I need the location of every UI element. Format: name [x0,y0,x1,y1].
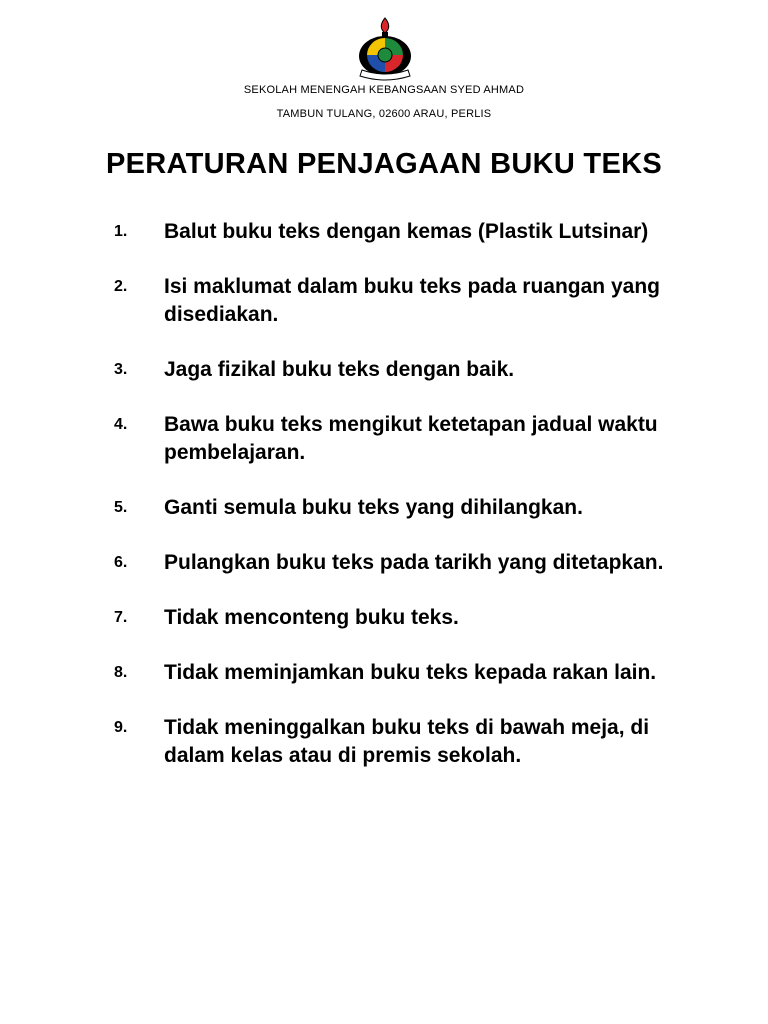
rule-text: Ganti semula buku teks yang dihilangkan. [164,496,583,519]
rule-text: Isi maklumat dalam buku teks pada ruangan yang disediakan. [164,275,660,326]
rule-text: Tidak meminjamkan buku teks kepada rakan lain. [164,661,657,684]
rule-item-6 [114,549,734,577]
rule-item-4 [114,411,734,467]
rule-text: Tidak menconteng buku teks. [164,606,459,629]
rule-number: 4. [114,416,128,433]
rule-text: Jaga fizikal buku teks dengan baik. [164,358,515,381]
rule-item-2 [114,273,734,329]
rule-text: Tidak meninggalkan buku teks di bawah meja, di dalam kelas atau di premis sekolah. [164,716,650,767]
rule-item-3 [114,356,734,384]
rule-text: Balut buku teks dengan kemas (Plastik Lutsinar) [164,220,649,243]
rule-item-5 [114,494,734,522]
rule-number: 1. [114,223,128,240]
rule-number: 5. [114,499,128,516]
document-title: PERATURAN PENJAGAAN BUKU TEKS [106,148,662,180]
rules-list [114,218,734,797]
rule-number: 7. [114,609,128,626]
school-crest-icon [356,16,414,82]
rule-item-1 [114,218,734,246]
rule-item-8 [114,659,734,687]
rule-item-9 [114,714,734,770]
rule-text: Pulangkan buku teks pada tarikh yang ditetapkan. [164,551,664,574]
rule-item-7 [114,604,734,632]
rule-number: 6. [114,554,128,571]
school-address: TAMBUN TULANG, 02600 ARAU, PERLIS [276,108,492,120]
school-name: SEKOLAH MENENGAH KEBANGSAAN SYED AHMAD [243,84,525,96]
rule-number: 2. [114,278,128,295]
rule-number: 8. [114,664,128,681]
rule-number: 9. [114,719,128,736]
rule-text: Bawa buku teks mengikut ketetapan jadual waktu pembelajaran. [164,413,658,464]
rule-number: 3. [114,361,128,378]
